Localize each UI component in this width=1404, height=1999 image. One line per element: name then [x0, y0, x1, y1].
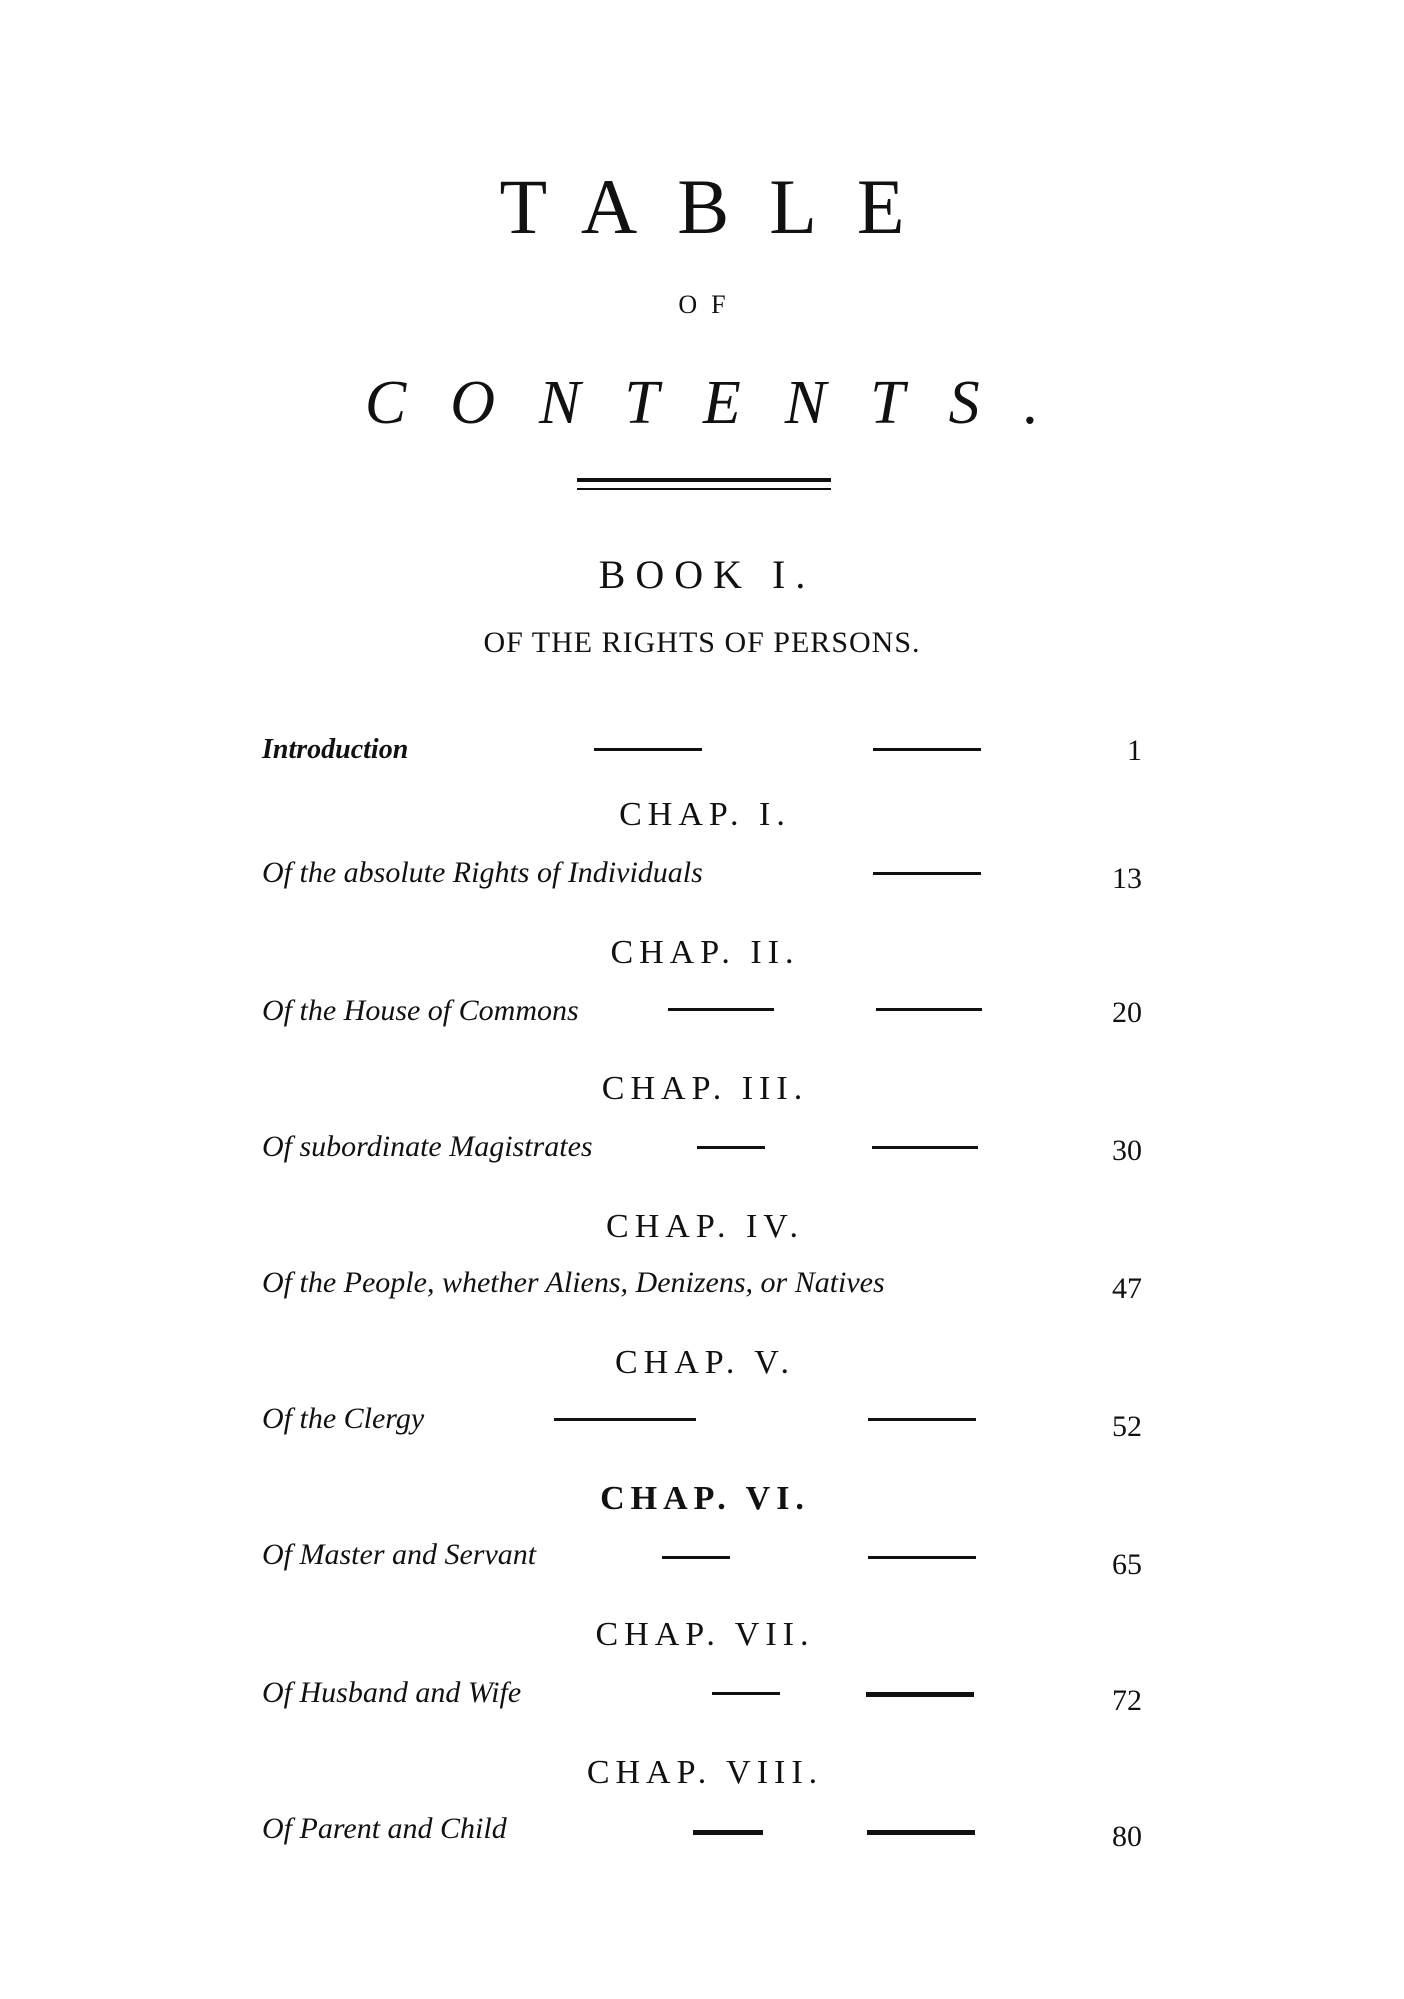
- chapter-page: 47: [1112, 1272, 1142, 1305]
- leader-dash: [866, 1692, 974, 1697]
- book-subtitle: OF THE RIGHTS OF PERSONS.: [483, 626, 921, 659]
- chapter-title: Of the People, whether Aliens, Denizens, or Natives: [262, 1266, 885, 1299]
- chapter-heading: CHAP. VIII.: [586, 1754, 824, 1791]
- double-rule-divider: [577, 478, 831, 490]
- page-title: TABLE: [499, 163, 945, 250]
- chapter-page: 52: [1112, 1410, 1142, 1443]
- leader-dash: [873, 872, 981, 875]
- chapter-heading: CHAP. III.: [601, 1070, 809, 1107]
- leader-dash: [867, 1830, 975, 1835]
- leader-dash: [554, 1418, 696, 1421]
- chapter-page: 13: [1112, 862, 1142, 895]
- chapter-heading: CHAP. VII.: [595, 1616, 815, 1653]
- entry-introduction-page: 1: [1127, 734, 1142, 767]
- chapter-page: 80: [1112, 1820, 1142, 1853]
- leader-dash: [712, 1692, 780, 1695]
- leader-dash: [868, 1556, 976, 1559]
- chapter-title: Of the House of Commons: [262, 994, 579, 1027]
- chapter-heading: CHAP. IV.: [606, 1208, 804, 1245]
- page-subtitle: CONTENTS.: [364, 369, 1084, 437]
- chapter-heading: CHAP. V.: [615, 1344, 795, 1381]
- chapter-title: Of the absolute Rights of Individuals: [262, 856, 703, 889]
- chapter-title: Of Master and Servant: [262, 1538, 537, 1571]
- chapter-heading: CHAP. I.: [619, 796, 791, 833]
- leader-dash: [876, 1008, 982, 1011]
- chapter-page: 72: [1112, 1684, 1142, 1717]
- leader-dash: [872, 1146, 978, 1149]
- chapter-page: 30: [1112, 1134, 1142, 1167]
- leader-dash: [662, 1556, 730, 1559]
- title-connector: OF: [678, 290, 740, 319]
- leader-dash: [594, 748, 702, 751]
- chapter-title: Of subordinate Magistrates: [262, 1130, 593, 1163]
- leader-dash: [873, 748, 981, 751]
- leader-dash: [693, 1830, 763, 1835]
- chapter-title: Of the Clergy: [262, 1402, 425, 1435]
- chapter-page: 65: [1112, 1548, 1142, 1581]
- chapter-heading: CHAP. II.: [610, 934, 800, 971]
- book-heading: BOOK I.: [598, 552, 816, 597]
- leader-dash: [868, 1418, 976, 1421]
- leader-dash: [668, 1008, 774, 1011]
- entry-introduction-title: Introduction: [262, 734, 409, 765]
- chapter-heading: CHAP. VI.: [600, 1480, 810, 1517]
- chapter-page: 20: [1112, 996, 1142, 1029]
- chapter-title: Of Parent and Child: [262, 1812, 507, 1845]
- leader-dash: [697, 1146, 765, 1149]
- chapter-title: Of Husband and Wife: [262, 1676, 522, 1709]
